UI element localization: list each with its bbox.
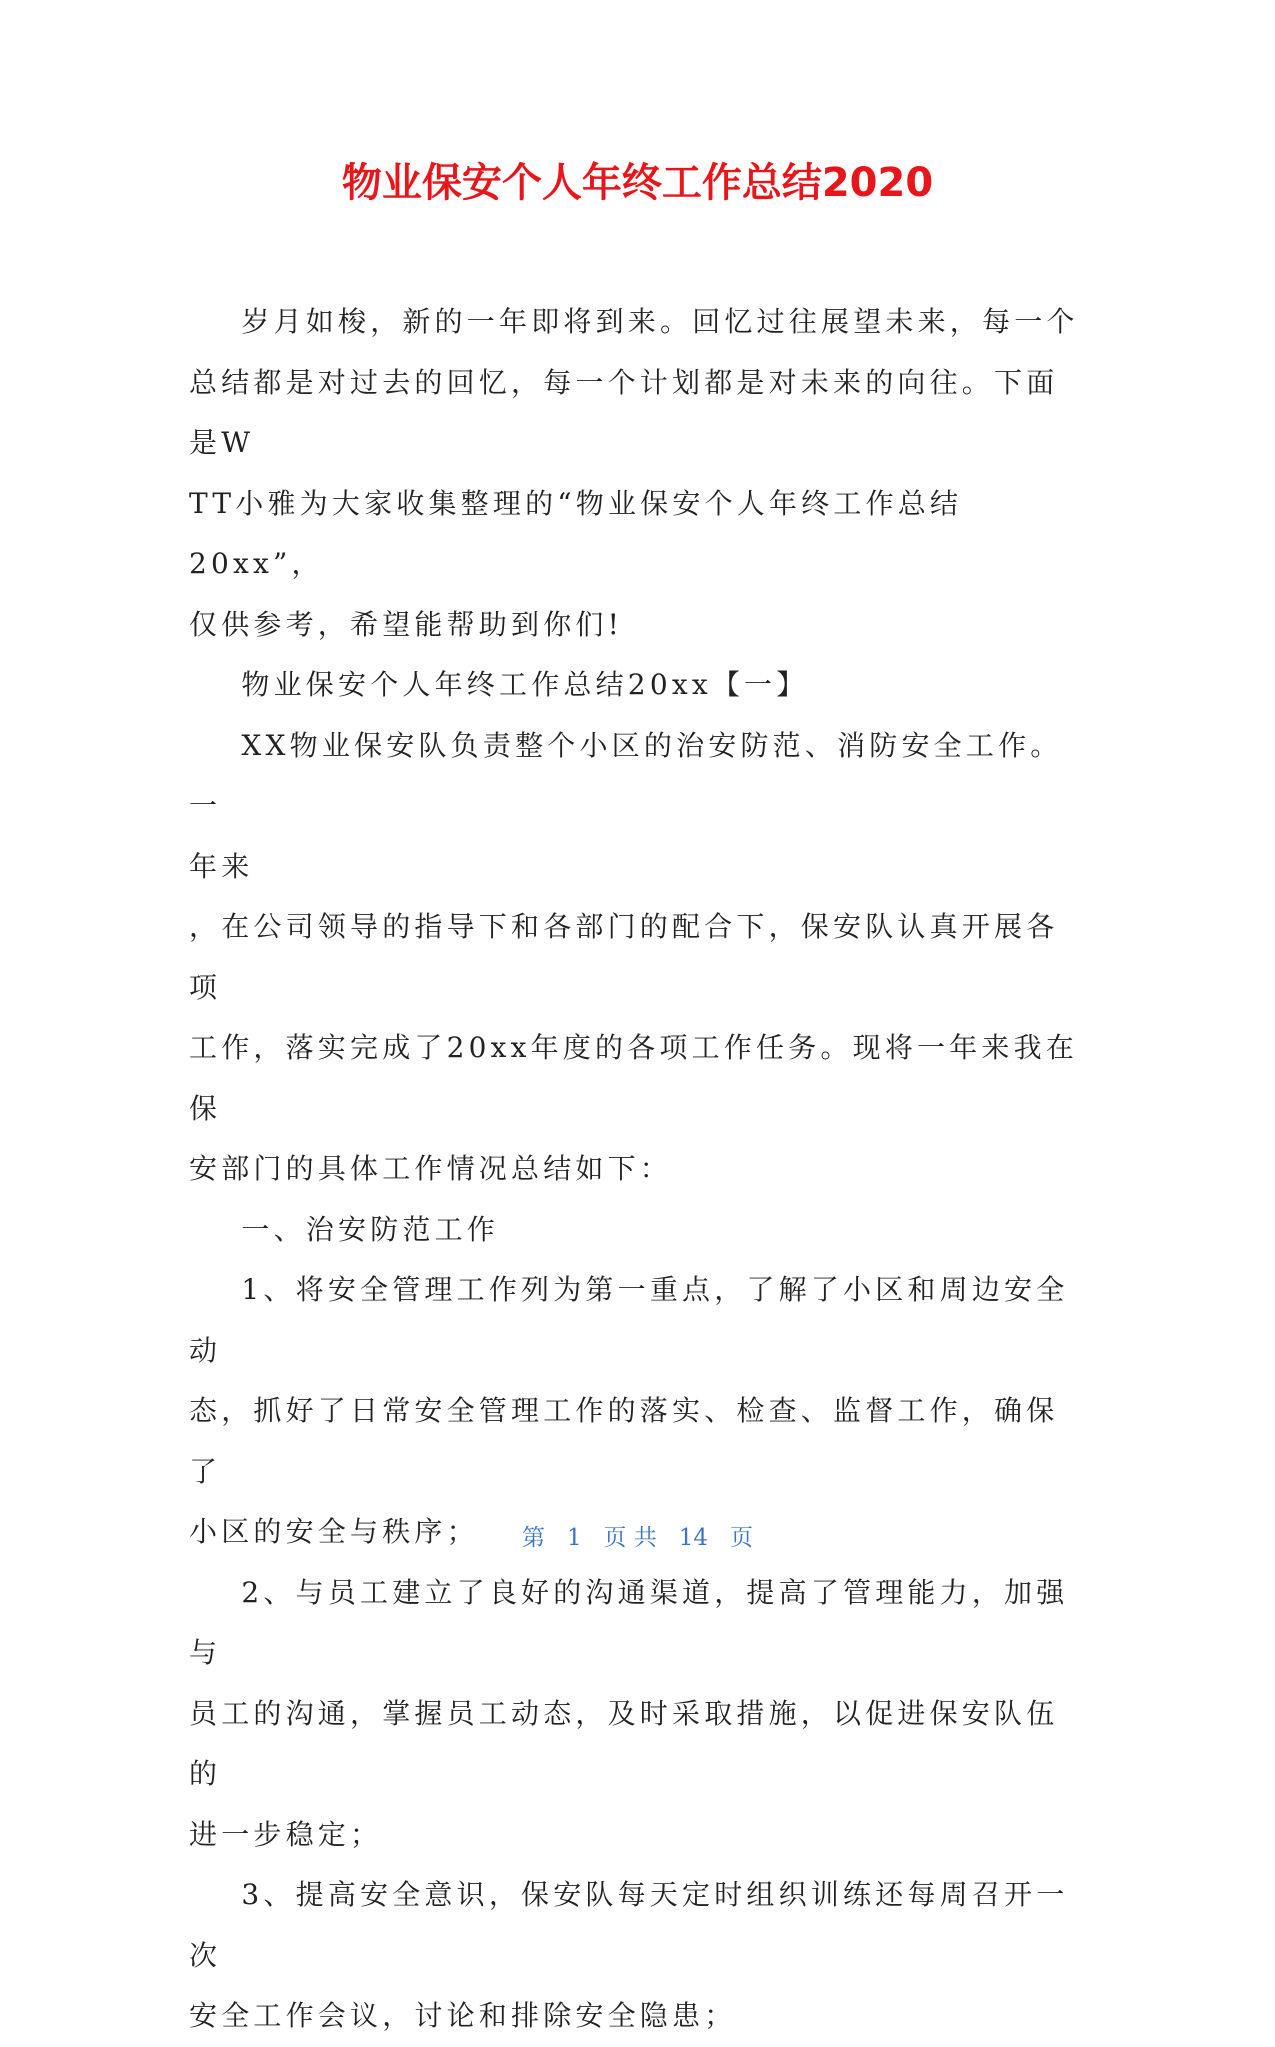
- body-line: 态，抓好了日常安全管理工作的落实、检查、监督工作，确保了: [189, 1394, 1059, 1488]
- section-heading: 物业保安个人年终工作总结20xx【一】: [189, 668, 809, 701]
- body-line: TT小雅为大家收集整理的“物业保安个人年终工作总结20xx”，: [189, 486, 963, 580]
- document-body: [189, 292, 1089, 2047]
- footer-label-page: 第: [522, 1525, 545, 1551]
- footer-label-end: 页: [729, 1525, 753, 1551]
- body-line: 员工的沟通，掌握员工动态，及时采取措施，以促进保安队伍的: [189, 1696, 1059, 1790]
- subsection-heading: 一、治安防范工作: [189, 1212, 500, 1246]
- body-line: 岁月如梭，新的一年即将到来。回忆过往展望未来，每一个: [189, 305, 1079, 338]
- body-line: 安部门的具体工作情况总结如下：: [189, 1152, 673, 1185]
- footer-total-pages: 14: [678, 1525, 709, 1551]
- body-line: 工作，落实完成了20xx年度的各项工作任务。现将一年来我在保: [189, 1031, 1079, 1125]
- document-title: 物业保安个人年终工作总结2020: [341, 160, 934, 206]
- body-line: 3、提高安全意识，保安队每天定时组织训练还每周召开一次: [189, 1878, 1069, 1972]
- footer-label-of: 页 共: [603, 1525, 657, 1551]
- body-line: 小区的安全与秩序；: [189, 1515, 479, 1548]
- body-line: 年来: [189, 849, 254, 883]
- body-line: 安全工作会议，讨论和排除安全隐患；: [189, 1999, 737, 2032]
- body-line: 仅供参考，希望能帮助到你们!: [189, 607, 624, 641]
- page-number-footer: [0, 1522, 1275, 1554]
- body-line: XX物业保安队负责整个小区的治安防范、消防安全工作。一: [189, 728, 1063, 822]
- footer-current-page: 1: [566, 1525, 582, 1551]
- body-line: 总结都是对过去的回忆，每一个计划都是对未来的向往。下面是W: [189, 365, 1059, 459]
- body-line: 1、将安全管理工作列为第一重点，了解了小区和周边安全动: [189, 1273, 1069, 1367]
- body-line: ，在公司领导的指导下和各部门的配合下，保安队认真开展各项: [189, 910, 1059, 1004]
- body-line: 2、与员工建立了良好的沟通渠道，提高了管理能力，加强与: [189, 1575, 1069, 1669]
- body-line: 进一步稳定；: [189, 1817, 383, 1851]
